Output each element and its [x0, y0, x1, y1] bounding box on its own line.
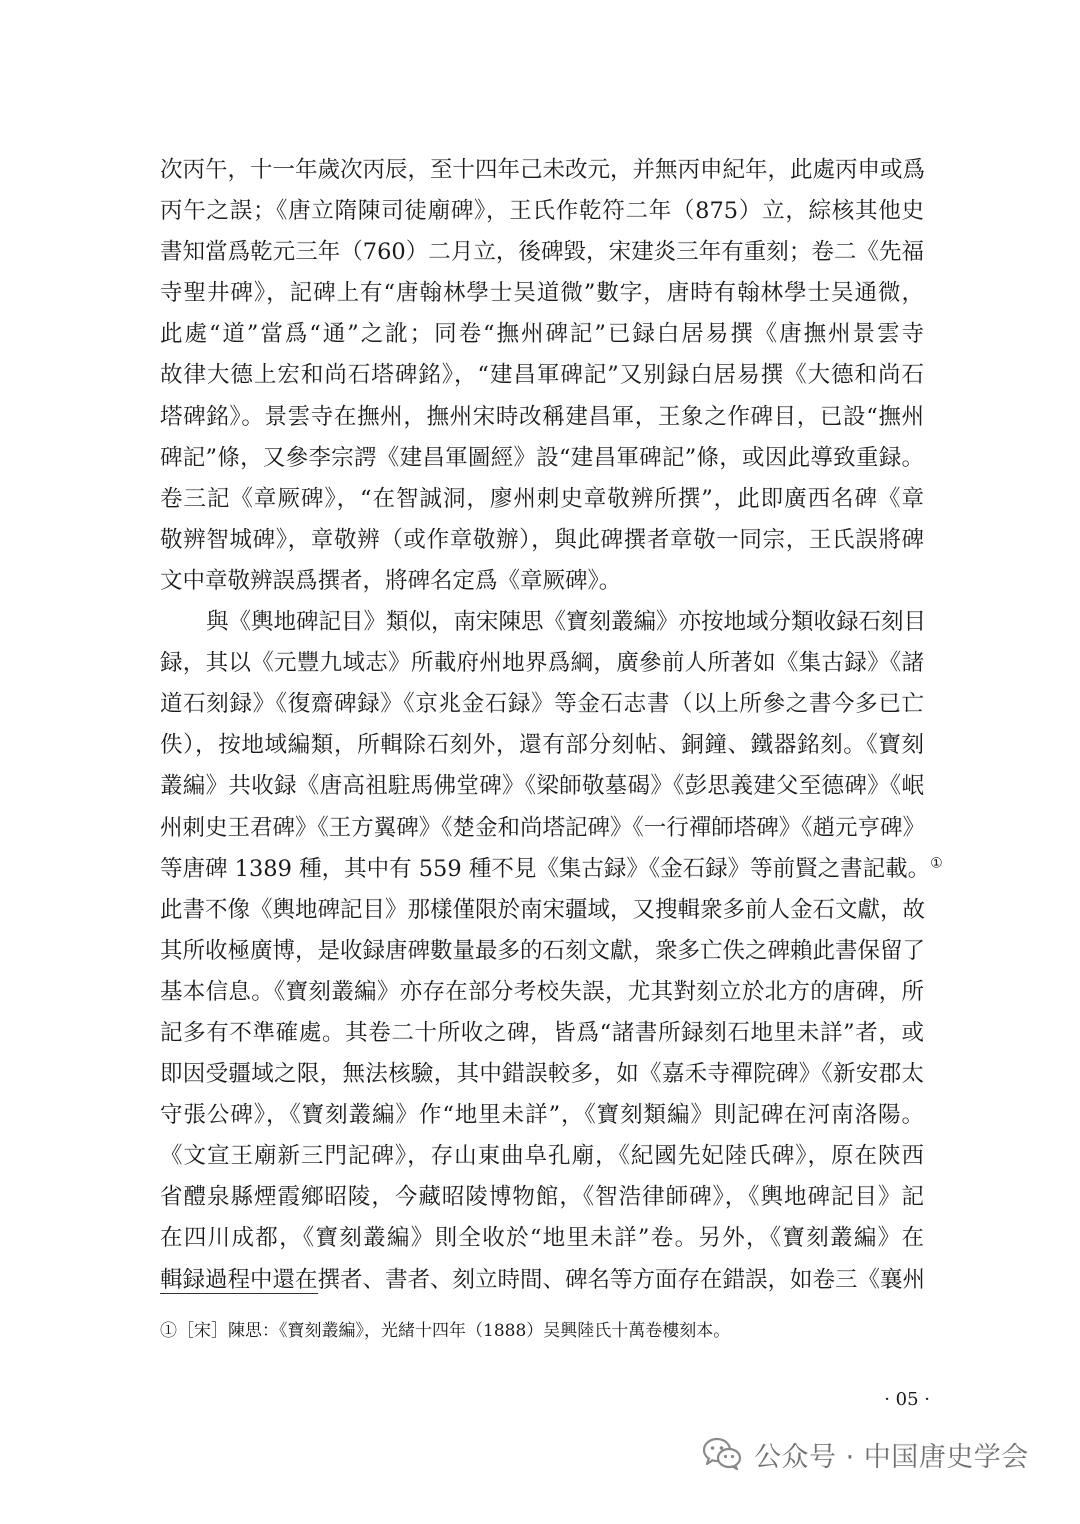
text-line: 道石刻録》《復齋碑録》《京兆金石録》等金石志書（以上所參之書今多已亡	[160, 691, 924, 718]
text-line: 基本信息。《寶刻叢編》亦存在部分考校失誤，尤其對刻立於北方的唐碑，所	[160, 978, 924, 1005]
text-line: 省醴泉縣煙霞鄉昭陵，今藏昭陵博物館，《智浩律師碑》，《輿地碑記目》記	[160, 1184, 924, 1211]
text-line: 次丙午，十一年歲次丙辰，至十四年己未改元，并無丙申紀年，此處丙申或爲	[160, 157, 926, 183]
body-text	[160, 150, 943, 1301]
text-line	[160, 849, 943, 890]
text-line: 此處“道”當爲“通”之訛；同卷“撫州碑記”已録白居易撰《唐撫州景雲寺	[160, 321, 924, 348]
text-line: 塔碑銘》。景雲寺在撫州，撫州宋時改稱建昌軍，王象之作碑目，已設“撫州	[160, 403, 924, 430]
text-line: 即因受疆域之限，無法核驗，其中錯誤較多，如《嘉禾寺禪院碑》《新安郡太	[160, 1061, 924, 1088]
page-number: · 05 ·	[884, 1389, 930, 1410]
text-line: 文中章敬辨誤爲撰者，將碑名定爲《章厥碑》。	[160, 567, 622, 594]
text-line: 記多有不準確處。其卷二十所收之碑，皆爲“諸書所録刻石地里未詳”者，或	[160, 1019, 924, 1046]
text-line: 丙午之誤；《唐立隋陳司徒廟碑》，王氏作乾符二年（875）立，綜核其他史	[160, 198, 924, 225]
footnote-reference[interactable]: ①	[930, 855, 943, 872]
watermark-text: 公众号 · 中国唐史学会	[754, 1441, 1029, 1473]
text-line: 碑記”條，又參李宗諤《建昌軍圖經》設“建昌軍碑記”條，或因此導致重録。	[160, 444, 924, 471]
footnote: ①［宋］陳思：《寶刻叢編》，光緒十四年（1888）吴興陸氏十萬卷樓刻本。	[160, 1321, 731, 1341]
text-line: 卷三記《章厥碑》，“在智誠洞，廖州刺史章敬辨所撰”，此即廣西名碑《章	[160, 485, 924, 512]
text-line: 書知當爲乾元三年（760）二月立，後碑毀，宋建炎三年有重刻；卷二《先福	[160, 239, 924, 266]
text-line: 佚），按地域編類，所輯除石刻外，還有部分刻帖、銅鐘、鐵器銘刻。《寶刻	[160, 732, 924, 759]
text-line: 録，其以《元豐九域志》所載府州地界爲綱，廣參前人所著如《集古録》《諸	[160, 650, 924, 677]
text-line: 在四川成都，《寶刻叢編》則全收於“地里未詳”卷。另外，《寶刻叢編》在	[160, 1225, 924, 1252]
text-line: 故律大德上宏和尚石塔碑銘》，“建昌軍碑記”又别録白居易撰《大德和尚石	[160, 362, 924, 389]
text-line: 守張公碑》，《寶刻叢編》作“地里未詳”，《寶刻類編》則記碑在河南洛陽。	[160, 1102, 924, 1129]
text-line: 輯録過程中還在撰者、書者、刻立時間、碑名等方面存在錯誤，如卷三《襄州	[160, 1266, 926, 1293]
footnote-divider	[160, 1293, 318, 1294]
text-line: 敬辨智城碑》，章敬辨（或作章敬辦），與此碑撰者章敬一同宗，王氏誤將碑	[160, 526, 924, 553]
text-line-content: 等唐碑 1389 種，其中有 559 種不見《集古録》《金石録》等前賢之書記載。	[160, 855, 931, 882]
text-line: 此書不像《輿地碑記目》那樣僅限於南宋疆域，又搜輯衆多前人金石文獻，故	[160, 896, 926, 923]
text-line: 寺聖井碑》，記碑上有“唐翰林學士吴道微”數字，唐時有翰林學士吴通微，	[160, 280, 924, 307]
text-line: 叢編》共收録《唐高祖駐馬佛堂碑》《梁師敬墓碣》《彭思義建父至德碑》《岷	[160, 773, 924, 800]
text-line: 《文宣王廟新三門記碑》，存山東曲阜孔廟，《紀國先妃陸氏碑》，原在陝西	[160, 1143, 924, 1170]
text-line: 州刺史王君碑》《王方翼碑》《楚金和尚塔記碑》《一行禪師塔碑》《趙元亨碑》	[160, 814, 926, 841]
text-line: 其所收極廣博，是收録唐碑數量最多的石刻文獻，衆多亡佚之碑賴此書保留了	[160, 937, 926, 964]
watermark	[702, 1432, 1029, 1476]
paragraph-start-line: 與《輿地碑記目》類似，南宋陳思《寶刻叢編》亦按地域分類收録石刻目	[206, 609, 927, 636]
wechat-icon	[702, 1437, 742, 1471]
